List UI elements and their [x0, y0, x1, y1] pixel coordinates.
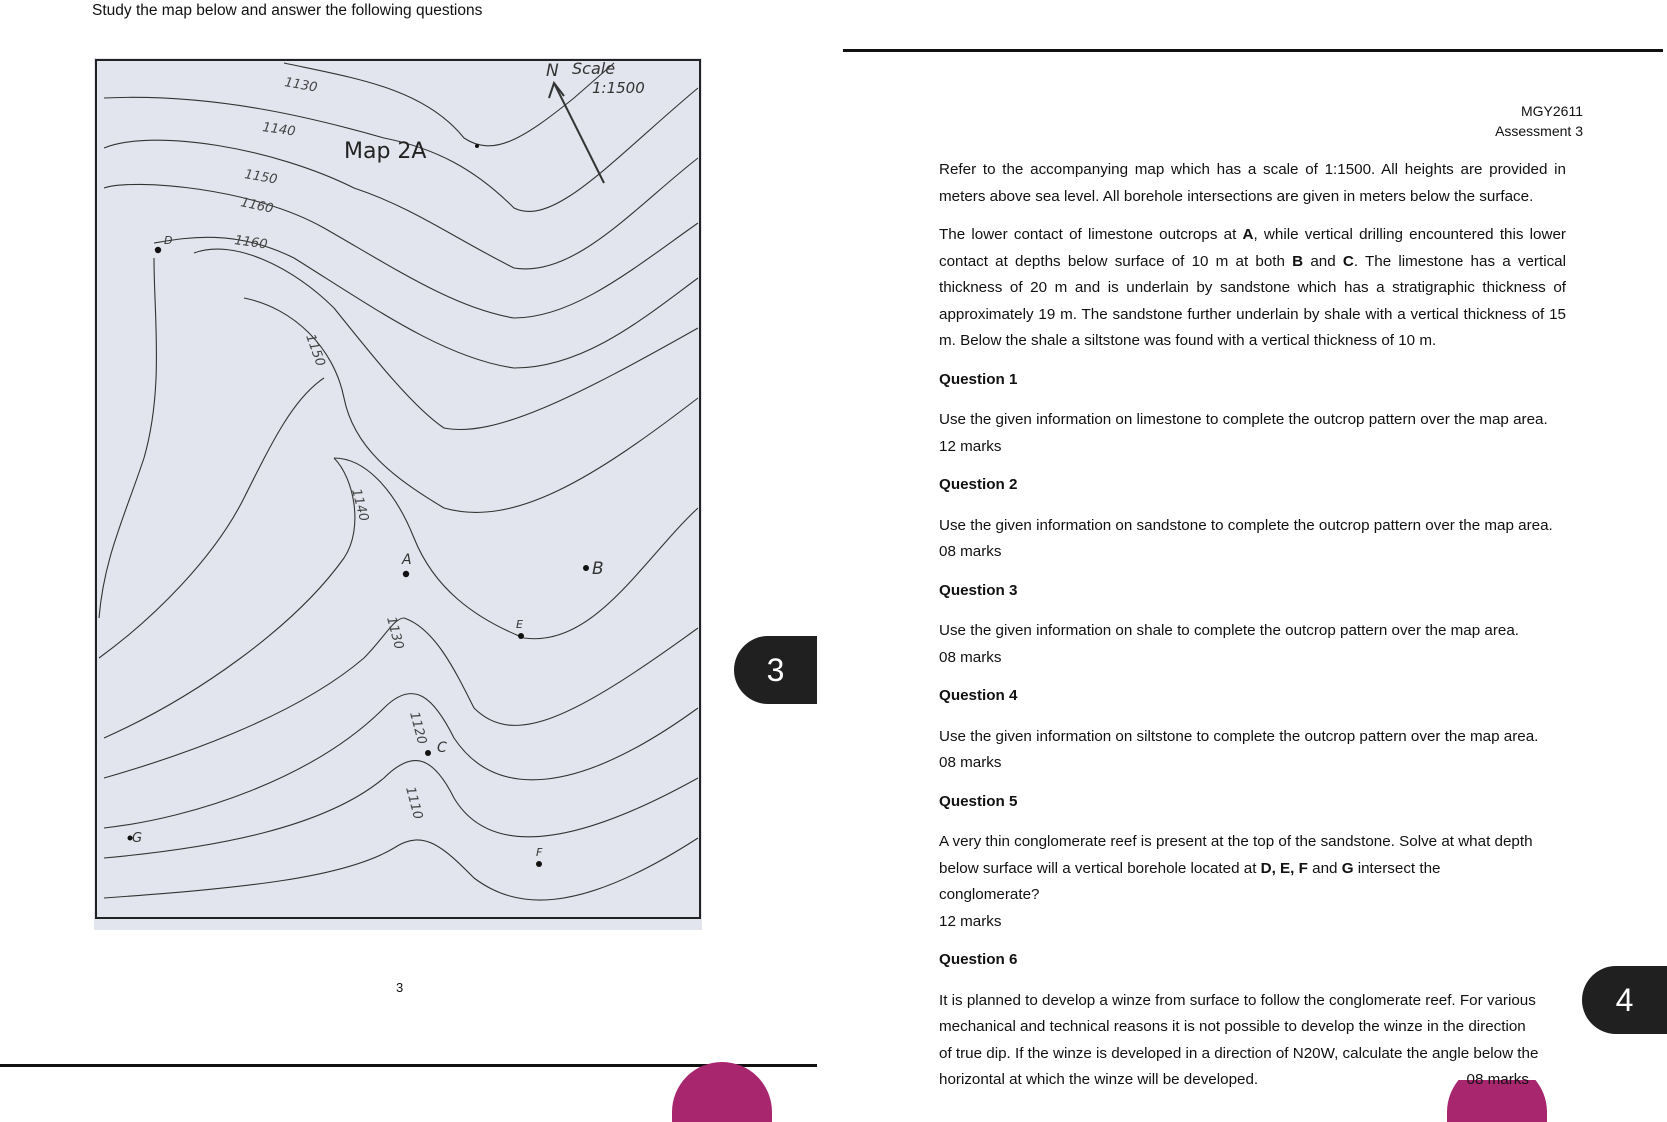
question-text: It is planned to develop a winze from surface to follow the conglomerate reef. For various mechanical and technical reasons it is not possible to develop the winze in the direction of true dip. If the winze is developed in a direction of N20W, calculate the angle below the: [939, 991, 1539, 1062]
intro-bold-b: B: [1292, 252, 1304, 270]
question-marks: 08 marks: [939, 648, 1002, 666]
page-divider: [0, 1064, 817, 1067]
point-e-dot: [518, 633, 524, 639]
intro-text: , while vertical drilling encountered this lower contact at depths below surface of 10 m at both: [939, 226, 1566, 270]
question-marks: 08 marks: [939, 543, 1002, 560]
point-a-label: A: [402, 552, 412, 568]
intro-text: . The limestone has a vertical thickness of 20 m and is underlain by sandstone which has a stratigraphic thickness of approximately 19 m. The sandstone further underlain by shale with a vertical thickness of 15 m. Below the shale a siltstone was found with a vertical thickness of 10 m.: [939, 252, 1566, 349]
intro-bold-a: A: [1242, 226, 1254, 243]
question-heading: Question 2: [939, 476, 1018, 493]
q5-bold-points: D, E, F: [1260, 859, 1308, 877]
contour-label-5: 1160: [233, 233, 269, 253]
q5-bold-g: G: [1341, 859, 1354, 877]
question-heading: Question 3: [939, 581, 1018, 599]
left-page: [0, 0, 817, 1080]
point-c-label: C: [437, 740, 447, 756]
q5-text: A very thin conglomerate reef is present at the top of the sandstone. Solve at what depth below surface will a vertical borehole located at: [939, 833, 1533, 877]
intro-bold-c: C: [1342, 252, 1354, 270]
point-g-label: G: [132, 831, 143, 846]
contour-label-8: 1130: [383, 615, 407, 652]
question-6: [939, 947, 1566, 1094]
question-heading: Question 1: [939, 370, 1018, 388]
question-3: [939, 578, 1566, 672]
question-2: [939, 472, 1566, 566]
question-1: [939, 367, 1566, 461]
question-heading: Question 5: [939, 792, 1018, 810]
contour-label-1: 1130: [283, 75, 319, 96]
contour-label-2: 1140: [261, 120, 297, 140]
topographic-map: [94, 58, 702, 930]
contour-label-4: 1160: [239, 195, 275, 217]
assessment-label: Assessment 3: [1495, 123, 1583, 139]
contour-label-3: 1150: [243, 167, 279, 188]
question-text: Use the given information on siltstone to complete the outcrop pattern over the map area.: [939, 727, 1539, 745]
course-code: MGY2611: [1521, 103, 1583, 119]
contour-label-7: 1140: [348, 487, 372, 524]
scale-value: 1:1500: [592, 79, 645, 97]
point-b-label: B: [592, 559, 604, 579]
point-f-label: F: [536, 846, 543, 859]
question-marks: 12 marks: [939, 437, 1002, 455]
contour-label-10: 1110: [402, 785, 426, 822]
north-label: N: [546, 61, 559, 81]
map-drawing: [94, 58, 702, 930]
question-text: [939, 829, 1539, 909]
page-badge-4: 4: [1582, 966, 1667, 1034]
right-page: [817, 0, 1667, 1088]
question-marks: 08 marks: [939, 754, 1002, 771]
question-marks: 12 marks: [939, 912, 1002, 930]
assessment-content: [939, 157, 1566, 1106]
question-4: [939, 683, 1566, 777]
intro-paragraph-1: Refer to the accompanying map which has a scale of 1:1500. All heights are provided in meters above sea level. All borehole intersections are given in meters below the surface.: [939, 161, 1566, 205]
question-6-last-line: [939, 1067, 1529, 1094]
intro-text: and: [1303, 252, 1343, 270]
left-page-number: 3: [396, 980, 404, 995]
question-text: Use the given information on shale to complete the outcrop pattern over the map area.: [939, 622, 1519, 639]
point-b-dot: [583, 565, 589, 571]
question-heading: Question 6: [939, 951, 1018, 968]
intro-text: The lower contact of limestone outcrops at: [939, 226, 1243, 243]
q5-text: and: [1307, 859, 1342, 877]
point-d-label: D: [164, 234, 173, 247]
contour-label-6: 1150: [302, 332, 328, 369]
question-text-end: horizontal at which the winze will be developed.: [939, 1071, 1259, 1088]
question-5: [939, 789, 1566, 936]
scale-label: Scale: [572, 59, 616, 78]
intro-paragraph-2: [939, 222, 1566, 355]
question-heading: Question 4: [939, 687, 1018, 704]
point-a-dot: [403, 571, 409, 577]
header-rule: [843, 49, 1663, 52]
page-badge-3: 3: [734, 636, 817, 704]
point-f-dot: [536, 861, 542, 867]
contour-label-9: 1120: [406, 710, 430, 747]
point-c-dot: [425, 750, 431, 756]
point-d-dot: [155, 247, 161, 253]
map-mark-dot: [475, 144, 479, 148]
q5-text: intersect the conglomerate?: [939, 859, 1441, 903]
question-marks: 08 marks: [1466, 1071, 1529, 1088]
point-e-label: E: [516, 618, 523, 631]
map-title: Map 2A: [344, 139, 427, 164]
question-text: Use the given information on sandstone to complete the outcrop pattern over the map area.: [939, 516, 1553, 534]
question-text: Use the given information on limestone to complete the outcrop pattern over the map area.: [939, 411, 1548, 428]
map-instruction: Study the map below and answer the following questions: [92, 2, 483, 19]
